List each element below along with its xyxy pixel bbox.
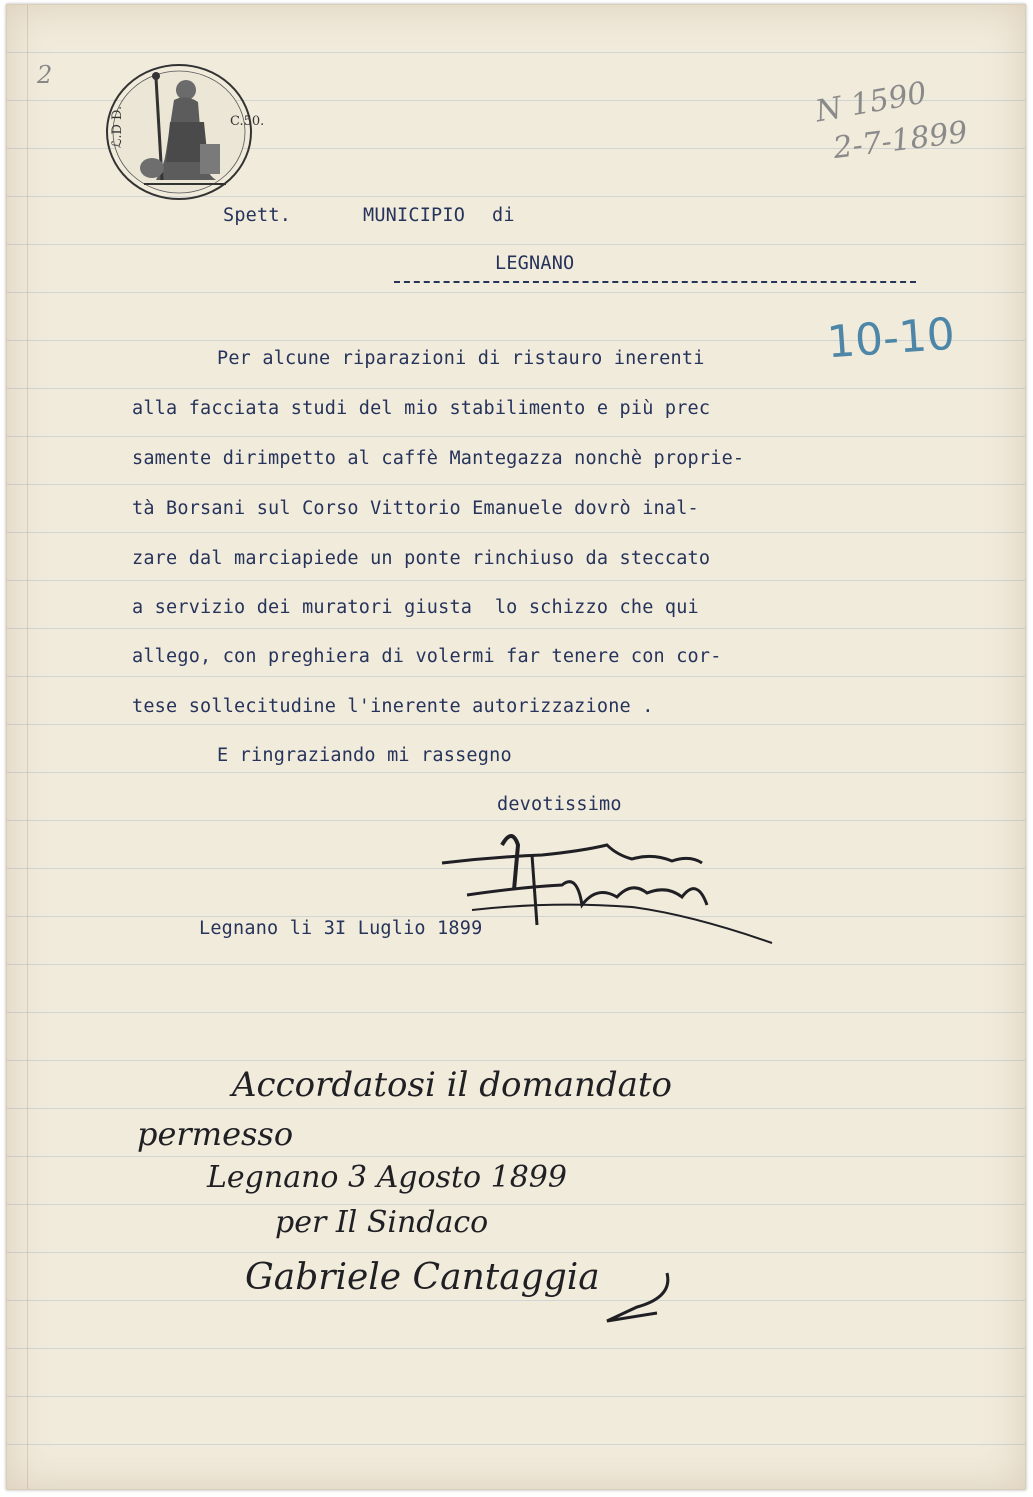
approval-line-2: permesso xyxy=(137,1115,294,1153)
body-line-2: alla facciata studi del mio stabilimento e più prec xyxy=(132,398,711,419)
recipient: MUNICIPIO xyxy=(363,205,466,226)
body-line-4: tà Borsani sul Corso Vittorio Emanuele dovrò inal- xyxy=(132,498,699,519)
approval-line-3: Legnano 3 Agosto 1899 xyxy=(207,1160,567,1195)
body-line-6: a servizio dei muratori giusta lo schizzo che qui xyxy=(132,597,699,618)
body-line-1: Per alcune riparazioni di ristauro inerenti xyxy=(217,348,705,369)
registry-date: 2-7-1899 xyxy=(831,114,970,167)
revenue-stamp xyxy=(104,62,265,202)
stamp-value-text: C.50. xyxy=(230,114,265,129)
registry-number: N 1590 xyxy=(812,75,930,130)
approval-line-1: Accordatosi il domandato xyxy=(232,1065,673,1105)
body-line-5: zare dal marciapiede un ponte rinchiuso da steccato xyxy=(132,548,711,569)
salutation: Spett. xyxy=(223,205,292,226)
approval-flourish xyxy=(597,1267,687,1327)
header-rule xyxy=(394,281,916,283)
recipient-di: di xyxy=(492,205,515,226)
signature-visconti xyxy=(432,815,782,950)
document-page xyxy=(6,4,1026,1490)
place-date: Legnano li 3I Luglio 1899 xyxy=(199,918,483,939)
archive-number: 2 xyxy=(37,61,53,89)
approval-line-4: per Il Sindaco xyxy=(275,1205,489,1240)
closing-line: E ringraziando mi rassegno xyxy=(217,745,512,766)
body-line-8: tese sollecitudine l'inerente autorizzazione . xyxy=(132,696,654,717)
body-line-3: samente dirimpetto al caffè Mantegazza nonchè proprie- xyxy=(132,448,745,469)
recipient-city: LEGNANO xyxy=(495,253,575,274)
body-line-7: allego, con preghiera di volermi far tenere con cor- xyxy=(132,646,722,667)
stamp-seal-icon xyxy=(104,62,254,202)
stamp-left-text: ℒ.D D. xyxy=(110,105,125,148)
valediction: devotissimo xyxy=(497,794,622,815)
blue-pencil-mark: 10-10 xyxy=(825,308,957,369)
approval-signature: Gabriele Cantaggia xyxy=(245,1257,600,1298)
